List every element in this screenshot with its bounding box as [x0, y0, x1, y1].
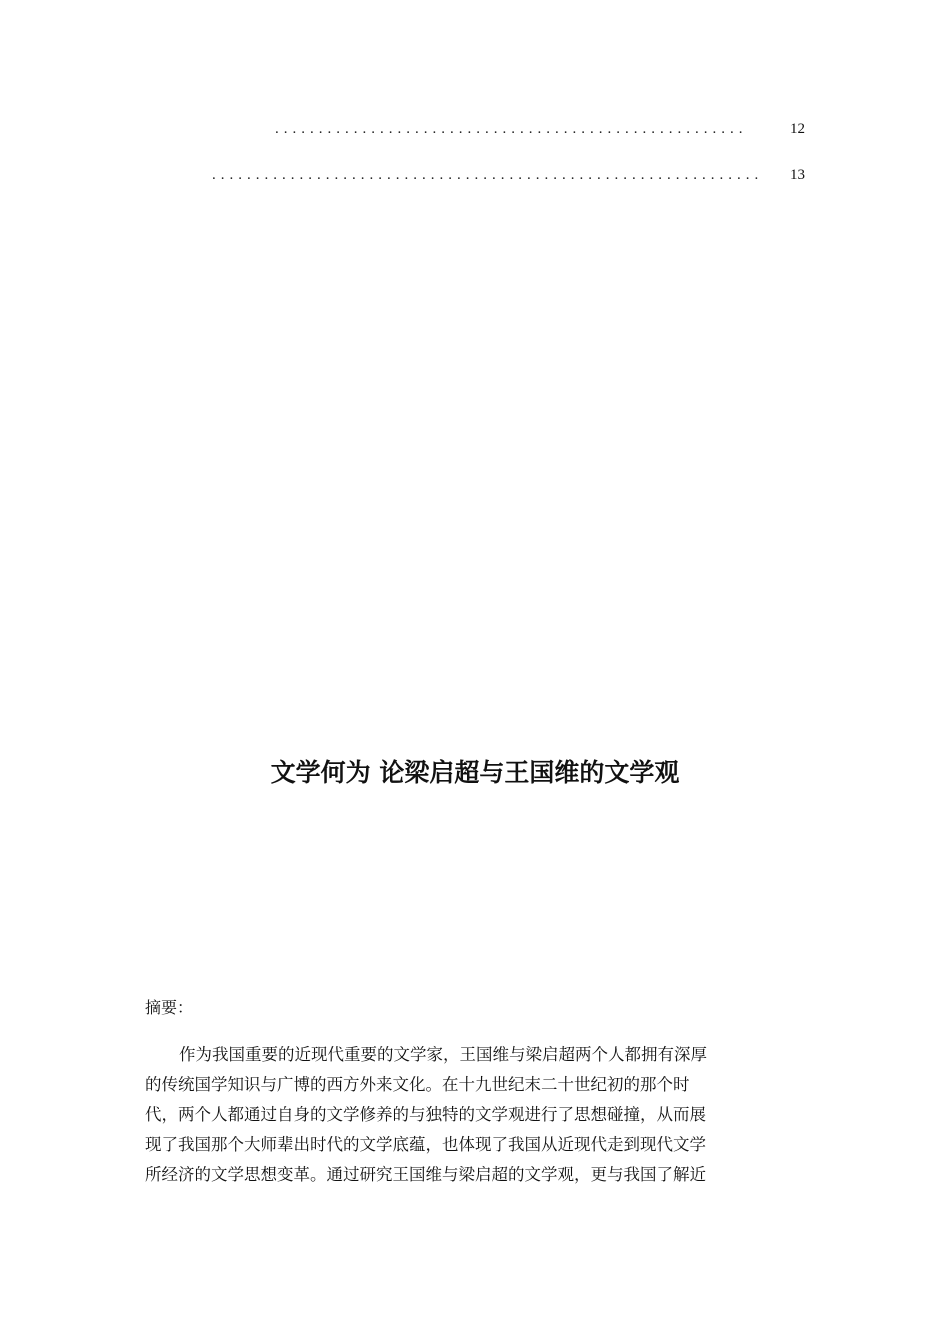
abstract-line: 作为我国重要的近现代重要的文学家，王国维与梁启超两个人都拥有深厚	[179, 1045, 707, 1064]
toc-page-number: 13	[790, 167, 805, 183]
toc-leader-dots: ...............................................................	[212, 167, 764, 183]
toc-entry	[212, 164, 805, 186]
document-title: 文学何为 论梁启超与王国维的文学观	[270, 758, 680, 787]
abstract-heading: 摘要：	[145, 998, 194, 1017]
abstract-line: 现了我国那个大师辈出时代的文学底蕴，也体现了我国从近现代走到现代文学	[145, 1135, 706, 1154]
abstract-line: 所经济的文学思想变革。通过研究王国维与梁启超的文学观，更与我国了解近	[145, 1165, 706, 1184]
abstract-paragraph	[145, 1040, 805, 1190]
toc-entry	[275, 118, 805, 140]
toc-page-number: 12	[790, 121, 805, 137]
abstract-line: 代，两个人都通过自身的文学修养的与独特的文学观进行了思想碰撞，从而展	[145, 1105, 706, 1124]
abstract-line: 的传统国学知识与广博的西方外来文化。在十九世纪末二十世纪初的那个时	[145, 1075, 690, 1094]
toc-leader-dots: ......................................................	[275, 121, 748, 137]
